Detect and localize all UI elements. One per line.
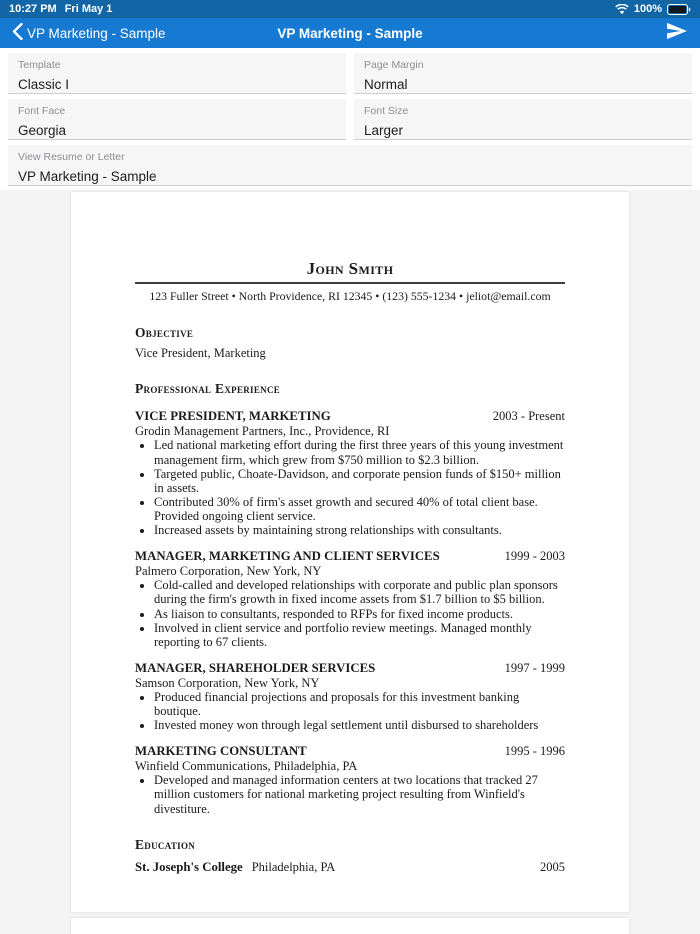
battery-icon [667,4,691,15]
job-bullet: • Increased assets by maintaining strong relationships with consultants. [154,523,565,537]
job-company: Winfield Communications, Philadelphia, PA [135,759,358,774]
settings-form [0,48,700,190]
job-bullet: • Targeted public, Choate-Davidson, and corporate pension funds of $150+ million in assets. [154,467,565,495]
wifi-icon [615,4,629,15]
view-resume-label: View Resume or Letter [18,151,125,163]
education-heading: Education [135,836,196,852]
font-size-field[interactable] [354,99,692,140]
resume-contact: 123 Fuller Street • North Providence, RI 12345 • (123) 555-1234 • jeliot@email.com [149,289,551,303]
job-bullet: • Invested money won through legal settlement until disbursed to shareholders [154,718,565,732]
back-button[interactable] [12,23,166,43]
job-bullet: • Produced financial projections and proposals for this investment banking boutique. [154,690,565,718]
resume-name: John Smith [306,259,394,278]
job-entry [135,549,565,649]
resume-preview-area[interactable] [0,190,700,934]
font-face-label: Font Face [18,105,66,117]
back-button-label: VP Marketing - Sample [27,25,166,41]
job-bullet-list [135,773,565,815]
education-entry [135,860,565,875]
job-title: MARKETING CONSULTANT [135,744,307,759]
objective-heading: Objective [135,325,194,340]
job-dates: 1995 - 1996 [504,744,565,759]
send-icon [666,22,688,45]
job-company: Grodin Management Partners, Inc., Providence, RI [135,424,390,439]
page-margin-field[interactable] [354,53,692,94]
job-bullet: • Led national marketing effort during the first three years of this young investment management firm, which grew from $750 million to $2.3 billion. [154,438,565,466]
resume-page-1 [71,192,629,912]
objective-text: Vice President, Marketing [135,346,266,360]
job-bullet: • Contributed 30% of firm's asset growth and secured 40% of total client base. Provided ongoing client service. [154,495,565,523]
template-label: Template [18,59,61,71]
page-margin-label: Page Margin [364,59,424,71]
job-bullet-list [135,438,565,537]
resume-page-2 [71,918,629,934]
nav-bar [0,18,700,48]
template-field[interactable] [8,53,346,94]
status-time: 10:27 PM [9,3,57,15]
view-resume-value: VP Marketing - Sample [18,169,157,184]
job-entry [135,409,565,537]
battery-percent: 100% [633,3,662,15]
job-bullet: • As liaison to consultants, responded to RFPs for fixed income products. [154,607,565,621]
job-entry [135,744,565,815]
job-dates: 2003 - Present [492,409,565,424]
nav-title: VP Marketing - Sample [277,25,423,41]
font-face-field[interactable] [8,99,346,140]
experience-heading: Professional Experience [135,381,281,397]
status-date: Fri May 1 [64,3,113,15]
send-button[interactable] [666,22,688,45]
job-dates: 1997 - 1999 [504,660,565,675]
name-divider [135,282,565,284]
education-location: Philadelphia, PA [251,859,336,874]
education-school: St. Joseph's College [135,859,243,874]
job-bullet-list [135,690,565,732]
job-bullet: • Involved in client service and portfolio review meetings. Managed monthly reporting to 67 clients. [154,621,565,649]
job-company: Palmero Corporation, New York, NY [135,564,322,579]
template-value: Classic I [18,77,70,92]
font-size-value: Larger [364,123,404,138]
view-resume-field[interactable] [8,145,692,186]
status-bar [0,0,700,18]
job-title: MANAGER, SHAREHOLDER SERVICES [135,660,376,675]
chevron-left-icon [12,23,23,43]
job-title: MANAGER, MARKETING AND CLIENT SERVICES [135,549,440,564]
job-bullet: • Developed and managed information centers at two locations that tracked 27 million customers for national marketing project resulting from Winfield's divestiture. [154,773,565,815]
font-face-value: Georgia [18,123,67,138]
job-company: Samson Corporation, New York, NY [135,675,320,690]
job-bullet: • Cold-called and developed relationships with corporate and public plan sponsors during the firm's growth in fixed income assets from $1.7 billion to $5 billion. [154,578,565,606]
page-margin-value: Normal [364,77,408,92]
education-year: 2005 [540,859,565,874]
job-bullet-list [135,578,565,649]
font-size-label: Font Size [364,105,409,117]
job-entry [135,661,565,732]
job-dates: 1999 - 2003 [504,549,565,564]
job-title: VICE PRESIDENT, MARKETING [135,409,331,424]
